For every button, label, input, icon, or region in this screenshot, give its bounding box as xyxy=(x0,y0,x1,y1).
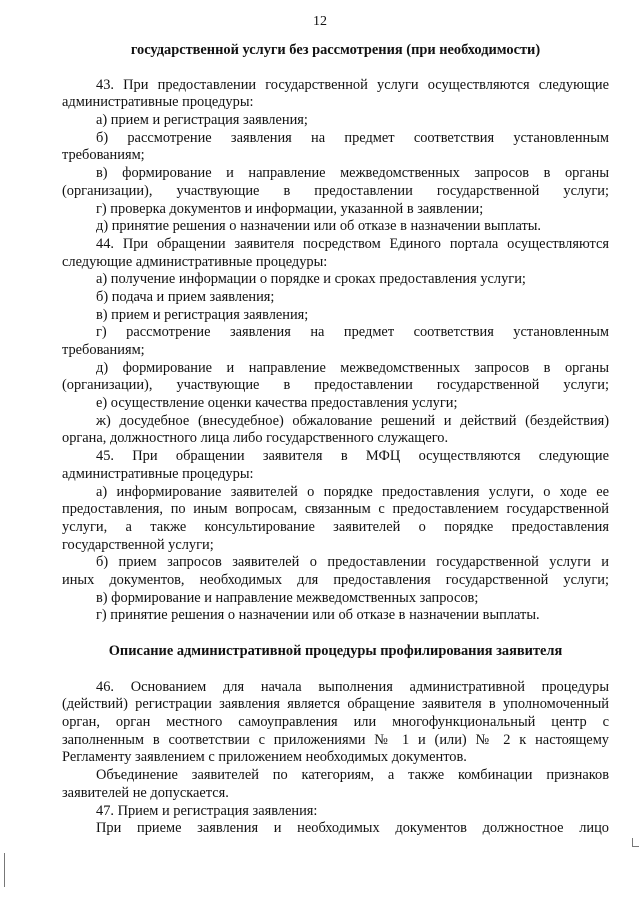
list-item-continuation: иных документов, необходимых для предоставления государственной услуги; xyxy=(62,571,609,588)
section-heading-continued: государственной услуги без рассмотрения (при необходимости) xyxy=(130,42,541,58)
paragraph-44-line: 44. При обращении заявителя посредством Единого портала осуществляются xyxy=(96,235,609,252)
list-item-continuation: (организации), участвующие в предоставлении государственной услуги; xyxy=(62,377,609,394)
list-item-continuation: требованиям; xyxy=(62,147,145,164)
list-item: в) формирование и направление межведомственных запросов; xyxy=(96,589,479,606)
list-item: в) формирование и направление межведомственных запросов в органы xyxy=(96,165,609,182)
page-number: 12 xyxy=(313,14,327,29)
list-item-continuation: предоставления, по иным вопросам, связанным с предоставлением государственной xyxy=(62,501,609,518)
list-item-continuation: (организации), участвующие в предоставлении государственной услуги; xyxy=(62,182,609,199)
paragraph-43-line: 43. При предоставлении государственной услуги осуществляются следующие xyxy=(96,76,609,93)
list-item: б) рассмотрение заявления на предмет соответствия установленным xyxy=(96,129,609,146)
list-item: а) прием и регистрация заявления; xyxy=(96,112,308,129)
list-item-continuation: государственной услуги; xyxy=(62,536,214,553)
list-item: г) рассмотрение заявления на предмет соответствия установленным xyxy=(96,324,609,341)
paragraph-46-line: Регламенту заявлением с приложением необходимых документов. xyxy=(62,749,467,766)
list-item: г) проверка документов и информации, указанной в заявлении; xyxy=(96,200,484,217)
paragraph-45-line: 45. При обращении заявителя в МФЦ осуществляются следующие xyxy=(96,448,609,465)
paragraph-46-line: Объединение заявителей по категориям, а также комбинации признаков xyxy=(96,767,609,784)
page-body xyxy=(62,42,609,838)
list-item-continuation: требованиям; xyxy=(62,342,145,358)
paragraph-47-line: При приеме заявления и необходимых документов должностное лицо xyxy=(96,820,609,837)
list-item: б) подача и прием заявления; xyxy=(96,288,275,305)
list-item: в) прием и регистрация заявления; xyxy=(96,306,309,323)
list-item: г) принятие решения о назначении или об отказе в назначении выплаты. xyxy=(96,607,540,624)
list-item-continuation: услуги, а также консультирование заявителей о порядке предоставления xyxy=(62,518,609,535)
list-item: д) формирование и направление межведомственных запросов в органы xyxy=(96,359,609,376)
paragraph-47-line: 47. Прием и регистрация заявления: xyxy=(96,802,318,819)
list-item: а) получение информации о порядке и сроках предоставления услуги; xyxy=(96,271,526,288)
paragraph-46-line: заявителей не допускается. xyxy=(62,784,229,801)
paragraph-46-line: 46. Основанием для начала выполнения административной процедуры xyxy=(96,678,609,695)
paragraph-46-line: заполненным в соответствии с приложениями № 1 и (или) № 2 к настоящему xyxy=(62,731,609,748)
scan-corner-mark xyxy=(632,838,639,847)
paragraph-44-line: следующие административные процедуры: xyxy=(62,253,328,270)
list-item: д) принятие решения о назначении или об отказе в назначении выплаты. xyxy=(96,218,542,235)
paragraph-46-line: орган, орган местного самоуправления или многофункциональный центр с xyxy=(62,714,609,731)
list-item: б) прием запросов заявителей о предоставлении государственной услуги и xyxy=(96,554,609,571)
list-item: а) информирование заявителей о порядке предоставления услуги, о ходе ее xyxy=(96,483,609,500)
paragraph-46-line: (действий) регистрации заявления является обращение заявителя в уполномоченный xyxy=(62,696,609,713)
scan-margin-mark xyxy=(4,853,5,887)
list-item: ж) досудебное (внесудебное) обжалование решений и действий (бездействия) xyxy=(96,412,609,429)
list-item-continuation: органа, должностного лица либо государственного служащего. xyxy=(62,430,449,447)
paragraph-45-line: административные процедуры: xyxy=(62,465,254,482)
section-title: Описание административной процедуры профилирования заявителя xyxy=(108,643,563,659)
list-item: е) осуществление оценки качества предоставления услуги; xyxy=(96,395,458,412)
paragraph-43-line: административные процедуры: xyxy=(62,94,254,111)
